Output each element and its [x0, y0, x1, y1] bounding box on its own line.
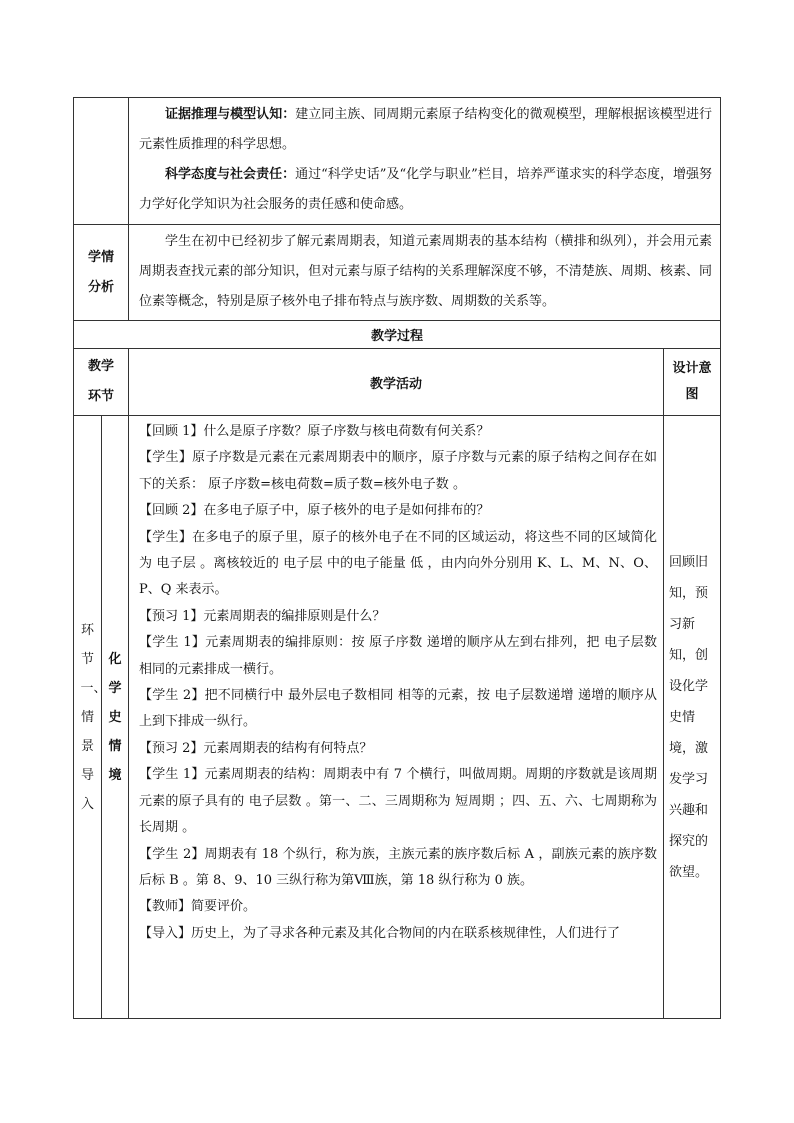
activity-text: 元素周期表的结构：周期表中有 7 个横行，叫做周期。周期的序数就是该周期元素的原子具有的 电子层数 。第一、二、三周期称为 短周期 ；四、五、六、七周期称为 长周期 。	[139, 767, 658, 836]
section1-design: 回顾旧知，预习新知，创设化学史情境，激发学习兴趣和探究的欲望。	[669, 554, 709, 880]
header-design: 设计意图	[672, 361, 712, 402]
objectives-cell	[129, 98, 721, 225]
activity-tag: 【学生 2】	[139, 688, 205, 704]
activity-line	[139, 921, 657, 947]
header-activity: 教学活动	[129, 349, 664, 416]
objective-attitude	[139, 160, 712, 220]
activity-text: 原子序数是元素在元素周期表中的顺序，原子序数与元素的原子结构之间存在如下的关系： 原子序数=核电荷数=质子数=核外电子数 。	[139, 450, 657, 492]
objectives-row	[74, 98, 721, 225]
activity-text: 元素周期表的编排原则：按 原子序数 递增的顺序从左到右排列，把 电子层数 相同的元素排成一横行。	[139, 635, 657, 677]
process-title-row	[74, 321, 721, 349]
activity-tag: 【预习 1】	[139, 608, 204, 624]
activity-line	[139, 604, 657, 630]
activity-text: 把不同横行中 最外层电子数相同 相等的元素，按 电子层数递增 递增的顺序从上到下排成一纵行。	[139, 688, 658, 730]
activity-text: 在多电子的原子里，原子的核外电子在不同的区域运动，将这些不同的区域简化为 电子层 。离核较近的 电子层 中的电子能量 低 ，由内向外分别用 K、L、M、N、O、P、Q 来表示。	[139, 529, 657, 598]
header-stage: 教学环节	[87, 359, 114, 404]
analysis-text: 学生在初中已经初步了解元素周期表，知道元素周期表的基本结构（横排和纵列），并会用元素周期表查找元素的部分知识，但对元素与原子结构的关系理解深度不够，不清楚族、周期、核素、同位素等概念，特别是原子核外电子排布特点与族序数、周期数的关系等。	[139, 234, 712, 309]
activity-tag: 【学生】	[139, 450, 193, 466]
activity-text: 在多电子原子中，原子核外的电子是如何排布的？	[203, 503, 490, 519]
activity-line	[139, 498, 657, 524]
objective-attitude-label: 科学态度与社会责任：	[165, 167, 296, 182]
objective-evidence-label: 证据推理与模型认知：	[165, 107, 296, 122]
section1-activity-cell	[129, 416, 664, 1019]
process-header-row	[74, 349, 721, 416]
section1-stage-cell	[74, 416, 107, 1019]
objective-evidence	[139, 100, 712, 160]
activity-line	[139, 842, 657, 895]
objective-attitude-text: 通过“科学史话”及“化学与职业”栏目，培养严谨求实的科学态度，增强努力学好化学知识为社会服务的责任感和使命感。	[139, 167, 712, 212]
activity-line	[139, 762, 657, 841]
activity-line	[139, 683, 657, 736]
header-stage-cell	[74, 349, 129, 416]
activity-line	[139, 630, 657, 683]
activity-tag: 【学生】	[139, 529, 193, 545]
activity-line	[139, 894, 657, 920]
activity-text: 什么是原子序数？原子序数与核电荷数有何关系？	[203, 424, 490, 439]
section1-stage: 环节一、情景导入	[80, 622, 107, 812]
activity-lines	[139, 419, 657, 947]
activity-tag: 【学生 1】	[139, 767, 205, 783]
section1-design-cell	[664, 416, 721, 1019]
header-design-cell	[664, 349, 721, 416]
activity-line	[139, 445, 657, 498]
activity-text: 简要评价。	[191, 899, 257, 915]
section1-row	[74, 416, 721, 1019]
analysis-row	[74, 225, 721, 321]
activity-tag: 【学生 1】	[139, 635, 206, 651]
objectives-label-cell	[74, 98, 129, 225]
activity-line	[139, 736, 657, 762]
activity-line	[139, 419, 657, 445]
activity-text: 元素周期表的结构有何特点？	[203, 740, 373, 756]
activity-text: 周期表有 18 个纵行，称为族，主族元素的族序数后标 A ，副族元素的族序数后标 B 。第 8、9、10 三纵行称为第Ⅷ族，第 18 纵行称为 0 族。	[139, 846, 657, 888]
process-title: 教学过程	[74, 321, 721, 349]
activity-line	[139, 525, 657, 604]
lesson-plan-table	[73, 97, 721, 1019]
section1-sub: 化学史情境	[108, 651, 122, 783]
analysis-label-cell	[74, 225, 129, 321]
activity-tag: 【预习 2】	[139, 740, 204, 756]
activity-tag: 【学生 2】	[139, 846, 205, 862]
activity-tag: 【导入】	[139, 925, 192, 941]
analysis-cell	[129, 225, 721, 321]
activity-text: 元素周期表的编排原则是什么？	[203, 608, 386, 624]
activity-tag: 【教师】	[139, 899, 192, 915]
objective-evidence-text: 建立同主族、同周期元素原子结构变化的微观模型，理解根据该模型进行元素性质推理的科学思想。	[139, 107, 712, 152]
activity-tag: 【回顾 2】	[139, 503, 204, 519]
section1-sub-cell	[102, 416, 129, 1019]
analysis-label: 学情分析	[87, 249, 114, 295]
activity-tag: 【回顾 1】	[139, 424, 204, 439]
activity-text: 历史上，为了寻求各种元素及其化合物间的内在联系核规律性，人们进行了	[191, 925, 621, 941]
